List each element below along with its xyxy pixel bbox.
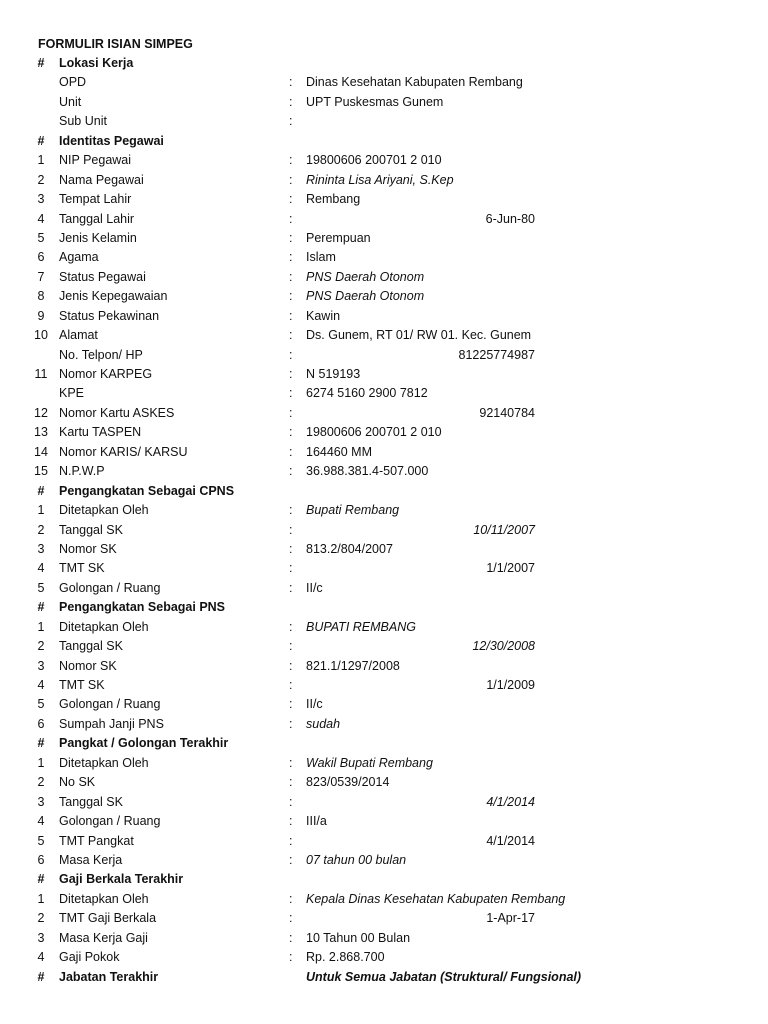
field-separator: :	[289, 852, 293, 867]
section-heading: Identitas Pegawai	[59, 133, 164, 148]
field-value: 1/1/2007	[486, 561, 535, 576]
field-separator: :	[289, 464, 293, 479]
row-number: 3	[37, 192, 45, 207]
field-label: Nomor SK	[59, 541, 117, 556]
form-row	[0, 93, 768, 112]
field-label: Status Pegawai	[59, 269, 146, 284]
field-separator: :	[289, 950, 293, 965]
form-row	[0, 404, 768, 423]
field-value: 92140784	[479, 405, 535, 420]
field-label: Masa Kerja Gaji	[59, 930, 148, 945]
section-heading-row	[0, 870, 768, 889]
section-heading: Lokasi Kerja	[59, 56, 134, 70]
form-row	[0, 190, 768, 209]
field-separator: :	[289, 678, 293, 692]
field-label: Nomor Kartu ASKES	[59, 405, 175, 420]
form-row	[0, 462, 768, 481]
row-number: 4	[37, 561, 45, 576]
form-row	[0, 73, 768, 92]
field-value: Rembang	[306, 192, 361, 207]
form-row	[0, 540, 768, 559]
field-label: Sumpah Janji PNS	[59, 716, 164, 731]
form-row	[0, 307, 768, 326]
row-number: 6	[37, 852, 45, 867]
field-label: Nomor KARPEG	[59, 367, 153, 381]
row-number: 2	[37, 172, 45, 187]
form-row	[0, 637, 768, 656]
form-row	[0, 832, 768, 851]
field-label: Ditetapkan Oleh	[59, 755, 149, 770]
form-row	[0, 210, 768, 229]
field-value: 19800606 200701 2 010	[306, 153, 442, 168]
row-number: #	[37, 56, 45, 70]
field-value: PNS Daerah Otonom	[306, 269, 425, 284]
row-number: 7	[37, 269, 45, 284]
form-row	[0, 346, 768, 365]
row-number: #	[37, 133, 45, 148]
form-row	[0, 948, 768, 967]
field-separator: :	[289, 94, 293, 109]
field-value: 821.1/1297/2008	[306, 658, 400, 673]
form-row	[0, 112, 768, 131]
form-row	[0, 521, 768, 540]
row-number: 3	[37, 541, 45, 556]
form-row	[0, 695, 768, 714]
field-value: BUPATI REMBANG	[306, 619, 416, 634]
form-row	[0, 812, 768, 831]
field-value: 19800606 200701 2 010	[306, 425, 442, 440]
field-separator: :	[289, 930, 293, 945]
row-number: 1	[37, 153, 45, 168]
row-number: 5	[37, 833, 45, 848]
field-label: Tanggal SK	[59, 522, 123, 537]
field-separator: :	[289, 230, 293, 245]
field-value: sudah	[306, 716, 341, 731]
row-number: 9	[37, 308, 45, 323]
section-heading: Jabatan Terakhir	[59, 969, 159, 984]
field-value: PNS Daerah Otonom	[306, 289, 425, 304]
field-separator: :	[289, 697, 293, 712]
field-separator: :	[289, 658, 293, 673]
field-separator: :	[289, 541, 293, 556]
field-separator: :	[289, 347, 293, 362]
field-separator: :	[289, 211, 293, 226]
section-heading: Gaji Berkala Terakhir	[59, 872, 184, 887]
field-value: 36.988.381.4-507.000	[306, 464, 429, 479]
form-row	[0, 773, 768, 792]
field-label: N.P.W.P	[59, 464, 105, 479]
field-label: Jenis Kelamin	[59, 230, 137, 245]
field-separator: :	[289, 386, 293, 401]
row-number: 2	[37, 522, 45, 537]
field-separator: :	[289, 755, 293, 770]
field-separator: :	[289, 425, 293, 440]
field-value: Wakil Bupati Rembang	[306, 755, 433, 770]
row-number: 2	[37, 639, 45, 654]
section-heading: Pengangkatan Sebagai PNS	[59, 600, 226, 615]
field-label: Ditetapkan Oleh	[59, 891, 149, 906]
field-separator: :	[289, 172, 293, 187]
field-value: 81225774987	[458, 347, 535, 362]
form-row	[0, 443, 768, 462]
field-label: Tempat Lahir	[59, 192, 132, 207]
row-number: 2	[37, 775, 45, 790]
row-number: 12	[34, 405, 48, 420]
field-separator: :	[289, 561, 293, 576]
field-label: Jenis Kepegawaian	[59, 289, 168, 304]
field-separator: :	[289, 619, 293, 634]
field-value: 12/30/2008	[472, 639, 535, 654]
row-number: 6	[37, 716, 45, 731]
field-separator: :	[289, 639, 293, 654]
field-label: Tanggal SK	[59, 639, 123, 654]
field-label: Agama	[59, 250, 99, 265]
field-label: Alamat	[59, 328, 98, 343]
field-separator: :	[289, 891, 293, 906]
field-label: TMT Pangkat	[59, 833, 134, 848]
field-label: Golongan / Ruang	[59, 580, 161, 595]
field-separator: :	[289, 289, 293, 304]
row-number: 4	[37, 950, 45, 965]
row-number: 3	[37, 658, 45, 673]
field-separator: :	[289, 716, 293, 731]
row-number: 4	[37, 678, 45, 692]
row-number: #	[37, 600, 45, 615]
form-rows	[0, 54, 768, 987]
form-title: FORMULIR ISIAN SIMPEG	[38, 37, 193, 51]
form-row	[0, 384, 768, 403]
field-value: Untuk Semua Jabatan (Struktural/ Fungsional)	[306, 969, 582, 984]
field-value: 1/1/2009	[486, 678, 535, 692]
field-value: 10/11/2007	[473, 522, 535, 537]
form-row	[0, 618, 768, 637]
field-value: 164460 MM	[306, 444, 373, 459]
form-row	[0, 287, 768, 306]
field-value: Dinas Kesehatan Kabupaten Rembang	[306, 75, 523, 90]
field-label: Masa Kerja	[59, 852, 123, 867]
field-label: NIP Pegawai	[59, 153, 132, 168]
row-number: 1	[37, 503, 45, 518]
form-row	[0, 423, 768, 442]
row-number: 3	[37, 794, 45, 809]
form-row	[0, 229, 768, 248]
row-number: 1	[37, 891, 45, 906]
row-number: 4	[37, 211, 45, 226]
field-separator: :	[289, 775, 293, 790]
row-number: 6	[37, 250, 45, 265]
field-value: 813.2/804/2007	[306, 541, 393, 556]
field-value: 10 Tahun 00 Bulan	[306, 930, 411, 945]
form-row	[0, 929, 768, 948]
field-value: III/a	[306, 814, 327, 829]
row-number: 1	[37, 755, 45, 770]
field-separator: :	[289, 192, 293, 207]
row-number: 15	[34, 464, 48, 479]
row-number: 8	[37, 289, 45, 304]
field-separator: :	[289, 153, 293, 168]
field-label: Tanggal Lahir	[59, 211, 135, 226]
field-label: Gaji Pokok	[59, 950, 120, 965]
field-value: 4/1/2014	[486, 794, 535, 809]
row-number: #	[37, 736, 45, 751]
field-value: Bupati Rembang	[306, 503, 400, 518]
field-value: 07 tahun 00 bulan	[306, 852, 407, 867]
row-number: 4	[37, 814, 45, 829]
field-value: II/c	[306, 580, 323, 595]
field-value: Rininta Lisa Ariyani, S.Kep	[306, 172, 454, 187]
field-label: TMT SK	[59, 678, 105, 692]
field-value: 823/0539/2014	[306, 775, 390, 790]
field-label: Nama Pegawai	[59, 172, 144, 187]
field-value: II/c	[306, 697, 323, 712]
row-number: #	[37, 483, 45, 498]
form-row	[0, 851, 768, 870]
field-separator: :	[289, 114, 293, 129]
field-separator: :	[289, 911, 293, 926]
row-number: 3	[37, 930, 45, 945]
field-value: Kawin	[306, 308, 341, 323]
form-row	[0, 909, 768, 928]
field-label: Nomor SK	[59, 658, 117, 673]
section-heading-row	[0, 54, 768, 73]
field-label: Status Pekawinan	[59, 308, 160, 323]
form-row	[0, 676, 768, 695]
field-label: TMT Gaji Berkala	[59, 911, 157, 926]
section-heading: Pangkat / Golongan Terakhir	[59, 736, 229, 751]
row-number: #	[37, 872, 45, 887]
form-row	[0, 754, 768, 773]
field-separator: :	[289, 250, 293, 265]
form-row	[0, 793, 768, 812]
field-label: KPE	[59, 386, 85, 401]
field-separator: :	[289, 269, 293, 284]
field-label: No SK	[59, 775, 96, 790]
field-separator: :	[289, 405, 293, 420]
field-separator: :	[289, 367, 293, 381]
field-value: Rp. 2.868.700	[306, 950, 385, 965]
section-heading-row	[0, 132, 768, 151]
form-row	[0, 365, 768, 384]
section-heading-row	[0, 482, 768, 501]
field-separator: :	[289, 794, 293, 809]
field-separator: :	[289, 75, 293, 90]
row-number: 14	[34, 444, 48, 459]
field-value: 6274 5160 2900 7812	[306, 386, 428, 401]
field-value: Ds. Gunem, RT 01/ RW 01. Kec. Gunem	[306, 328, 532, 343]
field-label: Golongan / Ruang	[59, 697, 161, 712]
field-value: UPT Puskesmas Gunem	[306, 94, 444, 109]
field-label: Tanggal SK	[59, 794, 123, 809]
section-heading-row	[0, 968, 768, 987]
form-row	[0, 151, 768, 170]
form-row	[0, 326, 768, 345]
field-separator: :	[289, 522, 293, 537]
row-number: 2	[37, 911, 45, 926]
section-heading-row	[0, 734, 768, 753]
form-row	[0, 890, 768, 909]
field-label: Nomor KARIS/ KARSU	[59, 444, 188, 459]
form-row	[0, 657, 768, 676]
field-label: Unit	[59, 94, 82, 109]
row-number: 5	[37, 580, 45, 595]
field-value: 1-Apr-17	[486, 911, 535, 926]
form-row	[0, 268, 768, 287]
field-separator: :	[289, 814, 293, 829]
field-label: Golongan / Ruang	[59, 814, 161, 829]
field-label: No. Telpon/ HP	[59, 347, 143, 362]
form-row	[0, 501, 768, 520]
field-label: Ditetapkan Oleh	[59, 503, 149, 518]
field-value: 6-Jun-80	[485, 211, 535, 226]
field-separator: :	[289, 328, 293, 343]
field-separator: :	[289, 503, 293, 518]
row-number: 10	[34, 328, 48, 343]
field-separator: :	[289, 308, 293, 323]
field-separator: :	[289, 833, 293, 848]
row-number: 5	[37, 697, 45, 712]
form-row	[0, 559, 768, 578]
field-label: TMT SK	[59, 561, 105, 576]
field-label: Ditetapkan Oleh	[59, 619, 149, 634]
field-separator: :	[289, 580, 293, 595]
field-separator: :	[289, 444, 293, 459]
form-row	[0, 171, 768, 190]
field-value: 4/1/2014	[486, 833, 535, 848]
form-row	[0, 248, 768, 267]
form-row	[0, 579, 768, 598]
field-value: Kepala Dinas Kesehatan Kabupaten Rembang	[306, 891, 566, 906]
row-number: 13	[34, 425, 48, 440]
row-number: 5	[37, 230, 45, 245]
field-value: Islam	[306, 250, 336, 265]
section-heading-row	[0, 598, 768, 617]
section-heading: Pengangkatan Sebagai CPNS	[59, 483, 235, 498]
field-label: Kartu TASPEN	[59, 425, 142, 440]
row-number: 11	[34, 367, 48, 381]
row-number: 1	[37, 619, 45, 634]
field-value: N 519193	[306, 367, 361, 381]
field-label: OPD	[59, 75, 87, 90]
form-row	[0, 715, 768, 734]
row-number: #	[37, 969, 45, 984]
field-label: Sub Unit	[59, 114, 107, 129]
field-value: Perempuan	[306, 230, 371, 245]
